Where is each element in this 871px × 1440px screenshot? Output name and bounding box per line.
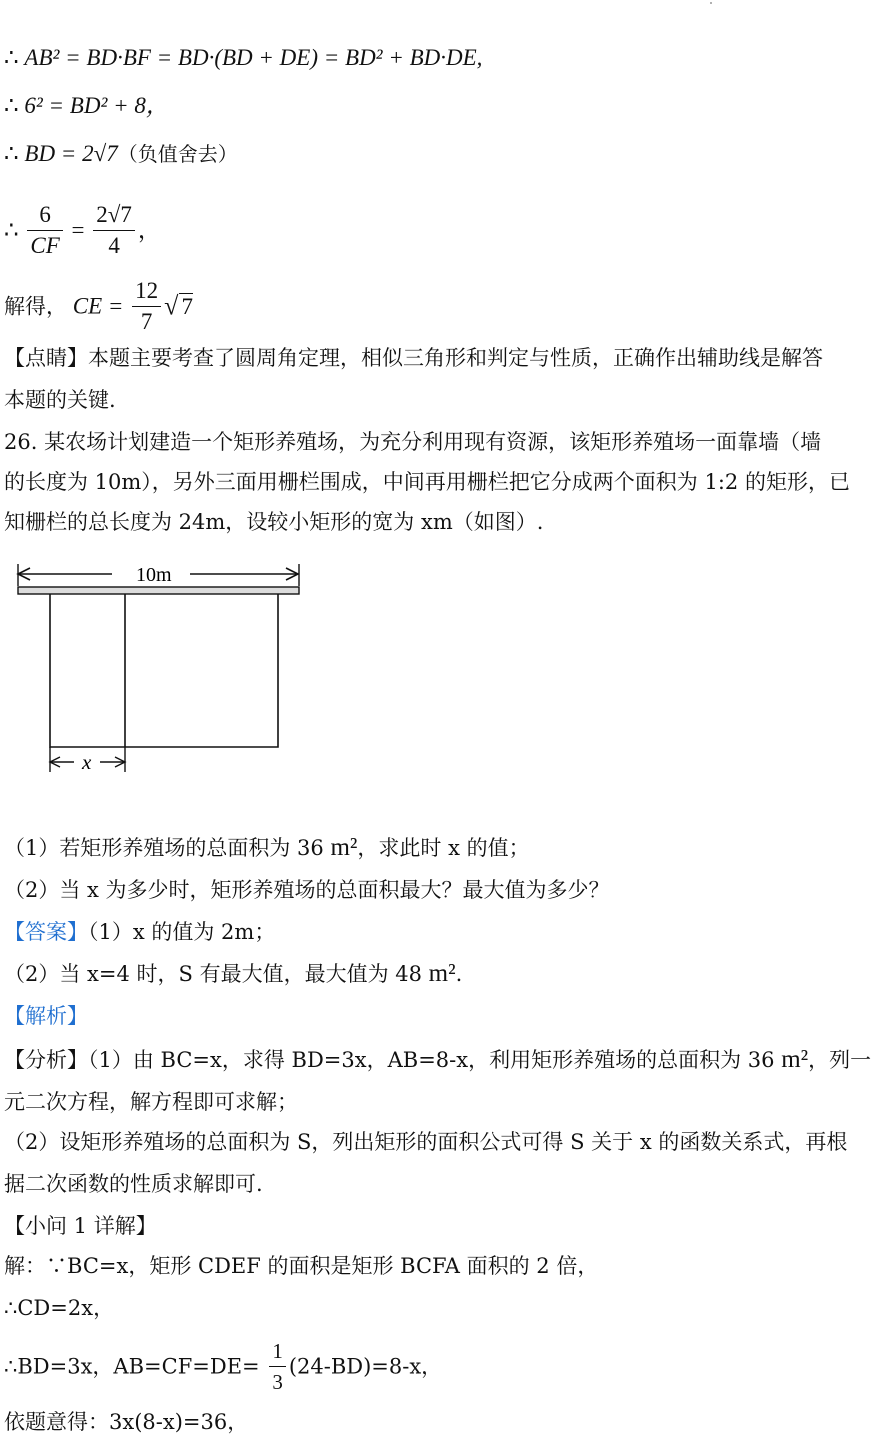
- fence-outer: [50, 594, 278, 747]
- analysis-line-4: 据二次函数的性质求解即可.: [4, 1172, 263, 1196]
- detail-tag: 【小问 1 详解】: [4, 1214, 157, 1238]
- equation-line-2: ∴ 6² = BD² + 8，: [4, 93, 169, 118]
- question-2: （2）当 x 为多少时，矩形养殖场的总面积最大？最大值为多少？: [4, 878, 610, 902]
- analysis-line-2: 元二次方程，解方程即可求解；: [4, 1090, 298, 1114]
- problem-line-3: 知栅栏的总长度为 24m，设较小矩形的宽为 xm（如图）.: [4, 510, 544, 534]
- equation-line-1: ∴ AB² = BD·BF = BD·(BD + DE) = BD² + BD·DE,: [4, 45, 483, 70]
- problem-line-2: 的长度为 10m），另外三面用栅栏围成，中间再用栅栏把它分成两个面积为 1:2 的矩形，已: [4, 470, 850, 494]
- analysis-line-1: 【分析】（1）由 BC=x，求得 BD=3x，AB=8-x，利用矩形养殖场的总面积为 36 m²，列一: [4, 1046, 871, 1073]
- equation-line-3: ∴ BD = 2√7（负值舍去）: [4, 141, 238, 166]
- farm-diagram: [0, 556, 320, 786]
- equation-line-4: ∴ $\frac{6}{CF}$ = $\frac{2√7}{4}$ ，: [4, 202, 161, 258]
- question-1: （1）若矩形养殖场的总面积为 36 m²，求此时 x 的值；: [4, 834, 530, 861]
- comment-line-1: 【点睛】本题主要考查了圆周角定理，相似三角形和判定与性质，正确作出辅助线是解答: [4, 346, 823, 370]
- detail-line-1: 解：∵BC=x，矩形 CDEF 的面积是矩形 BCFA 面积的 2 倍，: [4, 1254, 599, 1278]
- wall-length-label: 10m: [136, 564, 172, 586]
- detail-line-3: ∴BD=3x，AB=CF=DE= $\frac{1}{3}$ (24-BD)=8-x，: [4, 1336, 442, 1397]
- problem-line-1: 26. 某农场计划建造一个矩形养殖场，为充分利用现有资源，该矩形养殖场一面靠墙（墙: [4, 430, 822, 454]
- analysis-line-3: （2）设矩形养殖场的总面积为 S，列出矩形的面积公式可得 S 关于 x 的函数关系式，再根: [4, 1130, 848, 1154]
- answer-line-2: （2）当 x=4 时，S 有最大值，最大值为 48 m².: [4, 960, 463, 987]
- equation-line-5: 解得， CE = $\frac{12}{7}$ √ 7: [4, 278, 193, 334]
- detail-line-2: ∴CD=2x，: [4, 1296, 115, 1320]
- comment-line-2: 本题的关键.: [4, 388, 116, 412]
- detail-line-4: 依题意得：3x(8-x)=36，: [4, 1410, 249, 1434]
- width-label: x: [82, 750, 92, 774]
- scan-dot: [710, 2, 712, 4]
- analysis-tag: 【解析】: [4, 1004, 88, 1028]
- answer-line-1: 【答案】（1）x 的值为 2m；: [4, 920, 276, 944]
- wall: [18, 587, 299, 594]
